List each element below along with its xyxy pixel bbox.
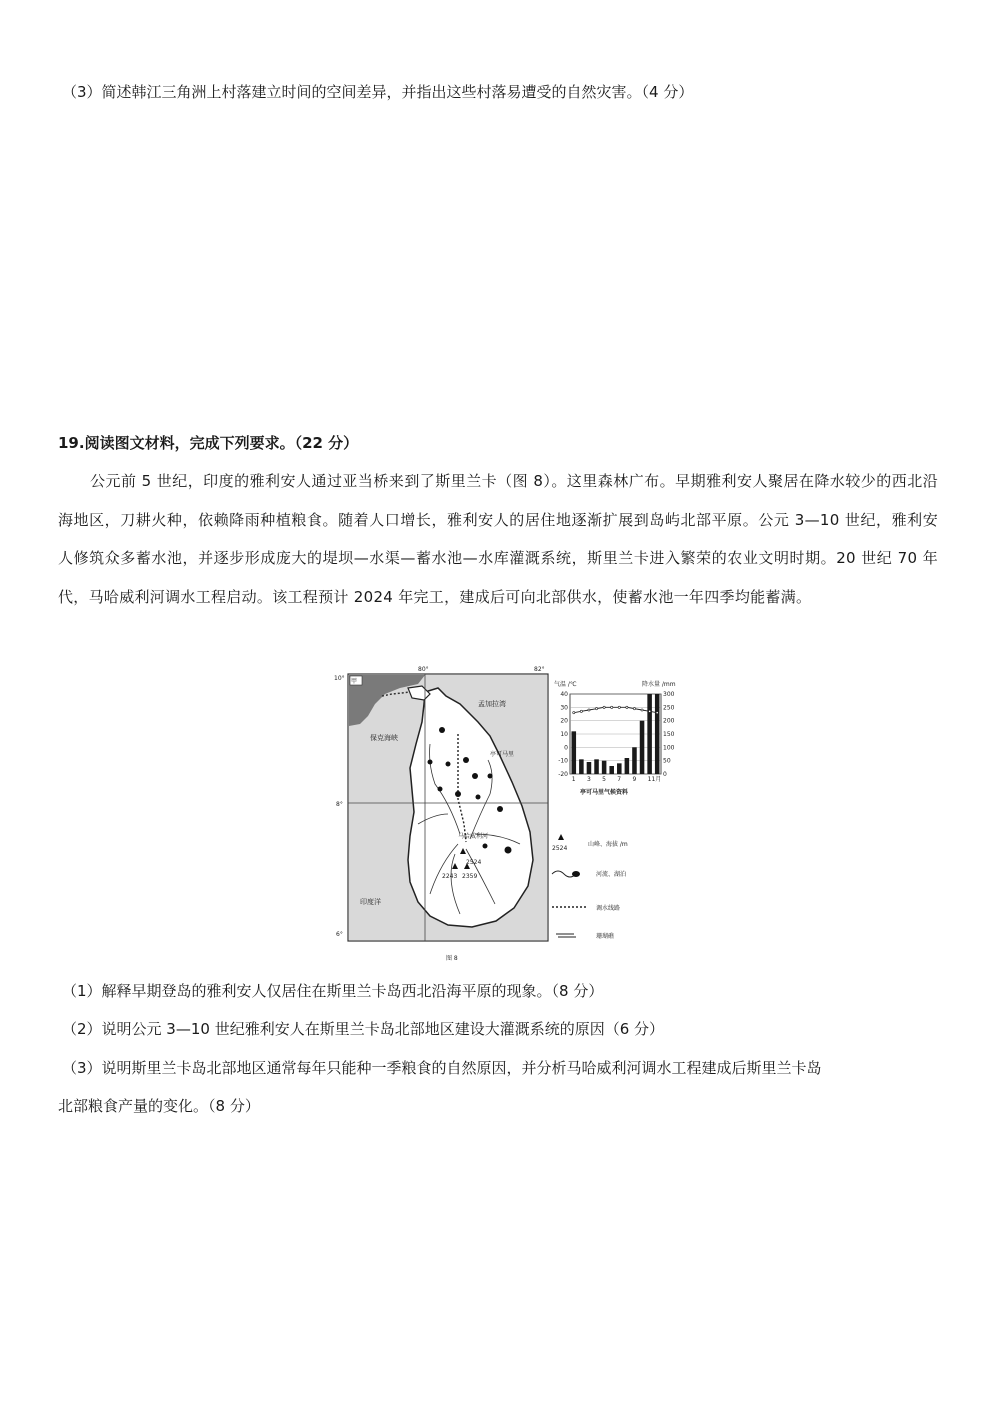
left-tick-label: 40 — [560, 691, 568, 698]
question-19-3-line1: （3）说明斯里兰卡岛北部地区通常每年只能种一季粮食的自然原因，并分析马哈威利河调水工程建成后斯里兰卡岛 — [62, 1059, 822, 1077]
left-tick-label: -20 — [558, 771, 568, 778]
precip-bar — [625, 758, 630, 774]
precip-bar — [632, 747, 637, 774]
lat-label-6: 6° — [336, 931, 343, 938]
right-tick-label: 200 — [663, 717, 675, 725]
label-peak3: 2359 — [462, 873, 478, 880]
precip-bar — [655, 694, 660, 774]
legend-reef-label: 珊瑚礁 — [596, 933, 615, 940]
chart-precip-label: 降水量 /mm — [642, 681, 676, 688]
temperature-point — [573, 712, 575, 714]
label-sea: 印度洋 — [360, 898, 381, 906]
right-tick-label: 100 — [663, 744, 675, 752]
month-tick-label: 3 — [586, 776, 591, 783]
month-tick-label: 11月 — [647, 776, 662, 783]
temperature-point — [588, 709, 590, 711]
legend-route-label: 调水线路 — [596, 905, 621, 912]
legend-river-label: 河流、湖泊 — [596, 871, 627, 878]
chart-title: 亭可马里气候资料 — [580, 789, 629, 796]
lon-label-80: 80° — [418, 666, 429, 673]
right-tick-label: 250 — [663, 704, 675, 712]
label-strait: 保克海峡 — [370, 734, 398, 742]
temperature-point — [656, 712, 658, 714]
temperature-point — [626, 706, 628, 708]
precip-bar — [647, 694, 652, 774]
left-tick-label: 10 — [560, 731, 568, 738]
climate-chart — [550, 676, 688, 796]
map-legend — [552, 834, 628, 940]
temperature-point — [649, 710, 651, 712]
precip-bar — [602, 761, 607, 774]
left-tick-label: -10 — [558, 757, 568, 765]
left-tick-label: 0 — [564, 744, 568, 752]
lat-label-10: 10° — [334, 675, 345, 682]
legend-peak-value: 2524 — [552, 845, 568, 852]
temperature-point — [603, 706, 605, 708]
figure-8-svg — [330, 664, 692, 970]
legend-reef-icon — [556, 934, 576, 937]
chart-temp-label: 气温 /℃ — [554, 681, 577, 688]
right-tick-label: 0 — [663, 771, 667, 778]
temperature-point — [633, 708, 635, 710]
precip-bar — [572, 731, 577, 774]
label-peak1: 2524 — [466, 859, 482, 866]
temperature-point — [611, 706, 613, 708]
month-tick-label: 5 — [602, 776, 606, 783]
temperature-point — [580, 710, 582, 712]
month-tick-label: 1 — [571, 776, 576, 783]
left-tick-label: 30 — [560, 704, 568, 712]
right-tick-label: 300 — [663, 691, 675, 698]
lon-label-82: 82° — [534, 666, 545, 673]
question-19-1: （1）解释早期登岛的雅利安人仅居住在斯里兰卡岛西北沿海平原的现象。（8 分） — [62, 982, 604, 1000]
label-jia: 甲 — [351, 678, 358, 685]
figure-caption: 图 8 — [446, 955, 458, 962]
question-19-heading: 19.阅读图文材料，完成下列要求。（22 分） — [58, 434, 359, 452]
question-18-3: （3）简述韩江三角洲上村落建立时间的空间差异，并指出这些村落易遭受的自然灾害。（4 分） — [62, 83, 694, 101]
label-trinco: 亭可马里 — [490, 751, 515, 758]
precip-bar — [587, 762, 592, 774]
question-19-2: （2）说明公元 3—10 世纪雅利安人在斯里兰卡岛北部地区建设大灌溉系统的原因（6 分） — [62, 1020, 665, 1038]
legend-peak-label: 山峰、海拔 /m — [588, 841, 628, 848]
precip-bar — [617, 763, 622, 774]
label-river: 马哈威利河 — [458, 833, 489, 840]
precip-bar — [609, 766, 614, 774]
figure-8 — [330, 664, 692, 970]
legend-peak-icon — [558, 834, 564, 840]
question-19-material: 公元前 5 世纪，印度的雅利安人通过亚当桥来到了斯里兰卡（图 8）。这里森林广布。早期雅利安人聚居在降水较少的西北沿海地区，刀耕火种，依赖降雨种植粮食。随着人口增长，雅利安人的居住地逐渐扩展到岛屿北部平原。公元 3—10 世纪，雅利安人修筑众多蓄水池，并逐步形成庞大的堤坝—水渠—蓄水池—水库灌溉系统，斯里兰卡进入繁荣的农业文明时期。20 世纪 70 年代，马哈威利河调水工程启动。该工程预计 2024 年完工，建成后可向北部供水，使蓄水池一年四季均能蓄满。 — [58, 472, 938, 606]
label-bay: 孟加拉湾 — [478, 700, 506, 708]
temperature-point — [595, 708, 597, 710]
right-tick-label: 50 — [663, 757, 671, 765]
temperature-point — [618, 706, 620, 708]
lat-label-8: 8° — [336, 801, 343, 808]
precip-bar — [594, 759, 599, 774]
month-tick-label: 7 — [617, 776, 622, 783]
left-tick-label: 20 — [560, 717, 568, 725]
precip-bar — [579, 759, 584, 774]
label-peak2: 2243 — [442, 873, 458, 880]
right-tick-label: 150 — [663, 731, 675, 738]
precip-bar — [640, 721, 645, 774]
question-19-3-line2: 北部粮食产量的变化。（8 分） — [58, 1097, 260, 1115]
temperature-point — [641, 709, 643, 711]
month-tick-label: 9 — [632, 776, 637, 783]
